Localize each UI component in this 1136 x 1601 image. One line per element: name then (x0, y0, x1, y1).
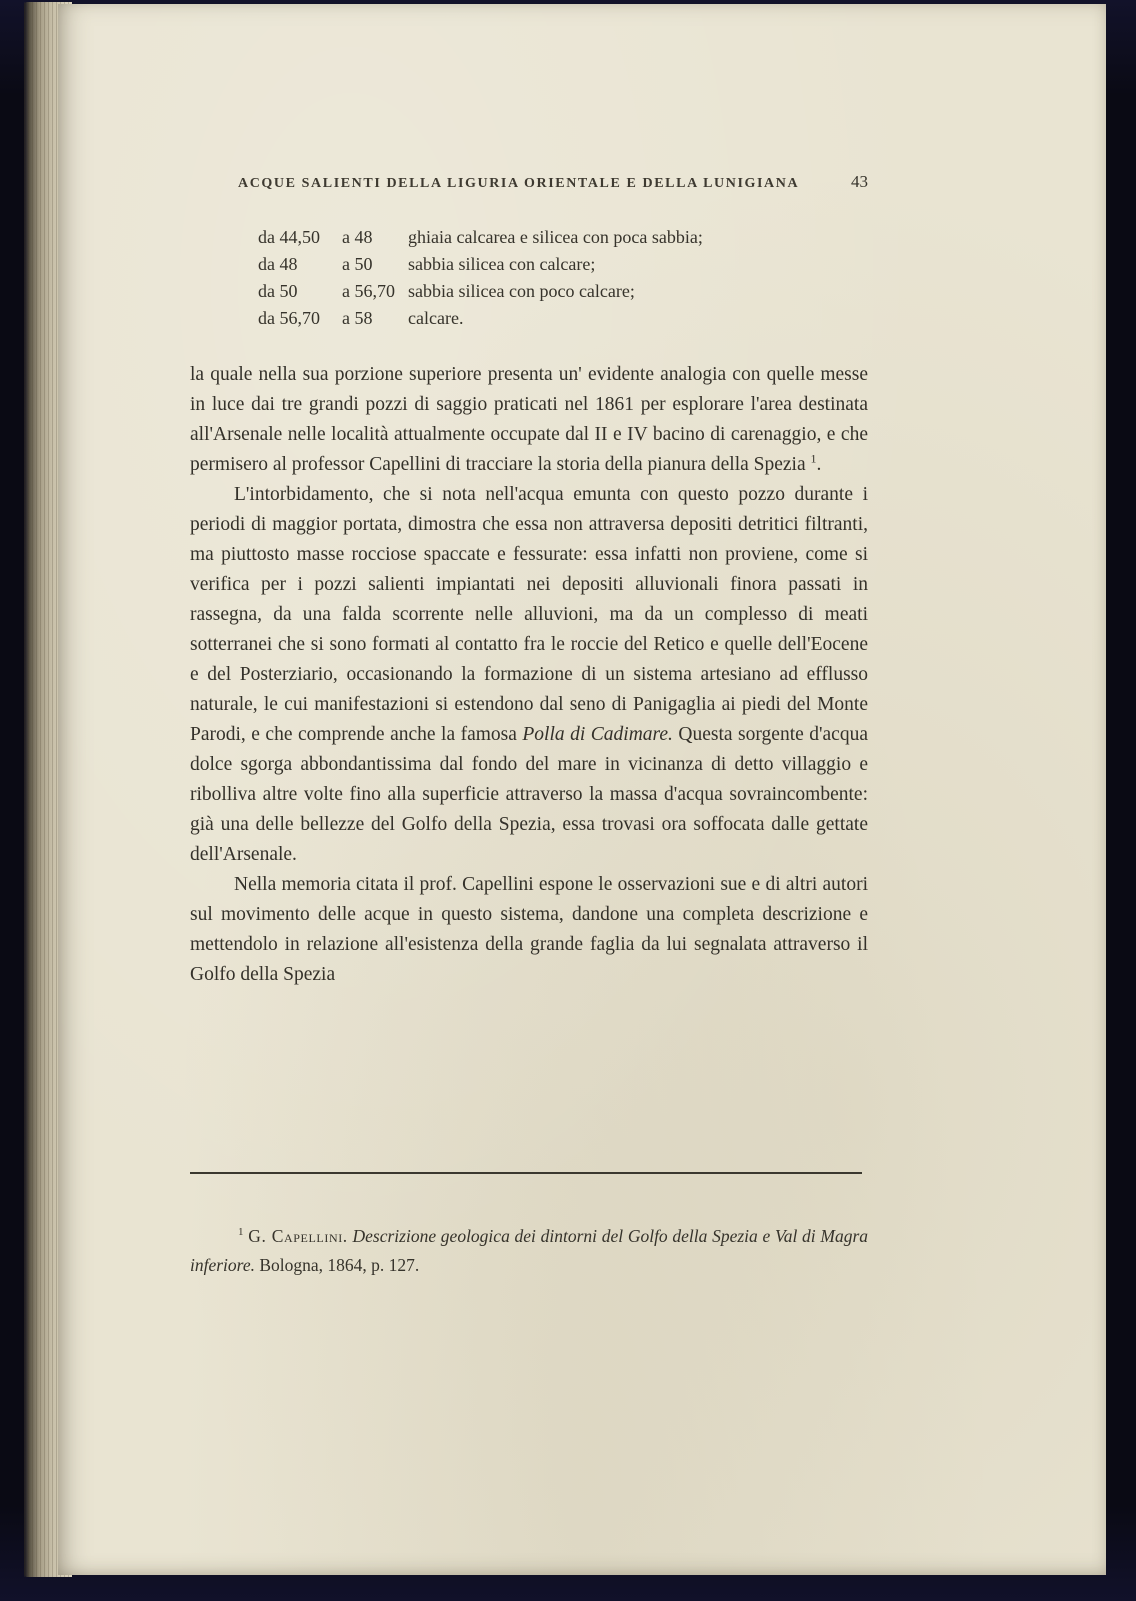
strata-row (258, 278, 703, 305)
strata-row (258, 251, 703, 278)
strata-description: sabbia silicea con calcare; (408, 254, 596, 274)
strata-description: calcare. (408, 308, 464, 328)
body-text (190, 360, 868, 990)
strata-to: a 50 (342, 254, 373, 274)
strata-from: da 44,50 (258, 227, 320, 247)
footnote-author: G. Capellini. (248, 1226, 348, 1246)
strata-list (258, 224, 703, 332)
paragraph-2-continued: Questa sorgente d'acqua dolce sgorga abbondantissima dal fondo del mare in vicinanza di detto villaggio e ribolliva altre volte fino alla superficie attraverso la massa d'acqua sovraincombente: già una delle bellezze del Golfo della Spezia, essa trovasi ora soffocata dalle gettate dell'Arsenale. (190, 724, 868, 865)
strata-row (258, 305, 703, 332)
paragraph-2-text: L'intorbidamento, che si nota nell'acqua emunta con questo pozzo durante i periodi di maggior portata, dimostra che essa non attraversa depositi detritici filtranti, ma piuttosto masse rocciose spaccate e fessurate: essa infatti non proviene, come si verifica per i pozzi salienti impiantati nei depositi alluvionali finora passati in rassegna, da una falda scorrente nelle alluvioni, ma da un complesso di meati sotterranei che si sono formati al contatto fra le roccie del Retico e quelle dell'Eocene e del Posterziario, occasionando la formazione di un sistema artesiano ad efflusso naturale, le cui manifestazioni si estendono dal seno di Panigaglia ai piedi del Monte Parodi, e che comprende anche la famosa (190, 484, 868, 745)
paragraph-1-end: . (816, 454, 822, 475)
paragraph-2 (190, 480, 868, 870)
strata-from: da 50 (258, 281, 298, 301)
strata-to: a 56,70 (342, 281, 395, 301)
strata-description: sabbia silicea con poco calcare; (408, 281, 635, 301)
footnote-ref: 1 (810, 451, 817, 466)
page-header (190, 172, 868, 192)
strata-row (258, 224, 703, 251)
footnote-divider (190, 1172, 862, 1174)
strata-from: da 56,70 (258, 308, 320, 328)
paragraph-1-text: la quale nella sua porzione superiore presenta un' evidente analogia con quelle messe in luce dai tre grandi pozzi di saggio praticati nel 1861 per esplorare l'area destinata all'Arsenale nelle località attualmente occupate dal II e IV bacino di carenaggio, e che permisero al professor Capellini di tracciare la storia della pianura della Spezia (190, 364, 868, 475)
strata-description: ghiaia calcarea e silicea con poca sabbia; (408, 227, 703, 247)
footnote-marker: 1 (238, 1226, 244, 1239)
paragraph-1 (190, 360, 868, 480)
strata-to: a 58 (342, 308, 373, 328)
footnote-tail: Bologna, 1864, p. 127. (259, 1255, 420, 1275)
strata-from: da 48 (258, 254, 298, 274)
running-title: ACQUE SALIENTI DELLA LIGURIA ORIENTALE E DELLA LUNIGIANA (238, 176, 800, 191)
footnote (190, 1222, 868, 1280)
italic-phrase: Polla di Cadimare. (522, 724, 673, 745)
footnote-title: Descrizione geologica dei dintorni del Golfo della Spezia e Val di Magra inferiore. (190, 1226, 869, 1275)
page-number: 43 (851, 172, 868, 191)
book-page (58, 4, 1106, 1575)
paragraph-3: Nella memoria citata il prof. Capellini espone le osservazioni sue e di altri autori sul movimento delle acque in questo sistema, dandone una completa descrizione e mettendolo in relazione all'esistenza della grande faglia da lui segnalata attraverso il Golfo della Spezia (190, 874, 868, 985)
strata-to: a 48 (342, 227, 373, 247)
